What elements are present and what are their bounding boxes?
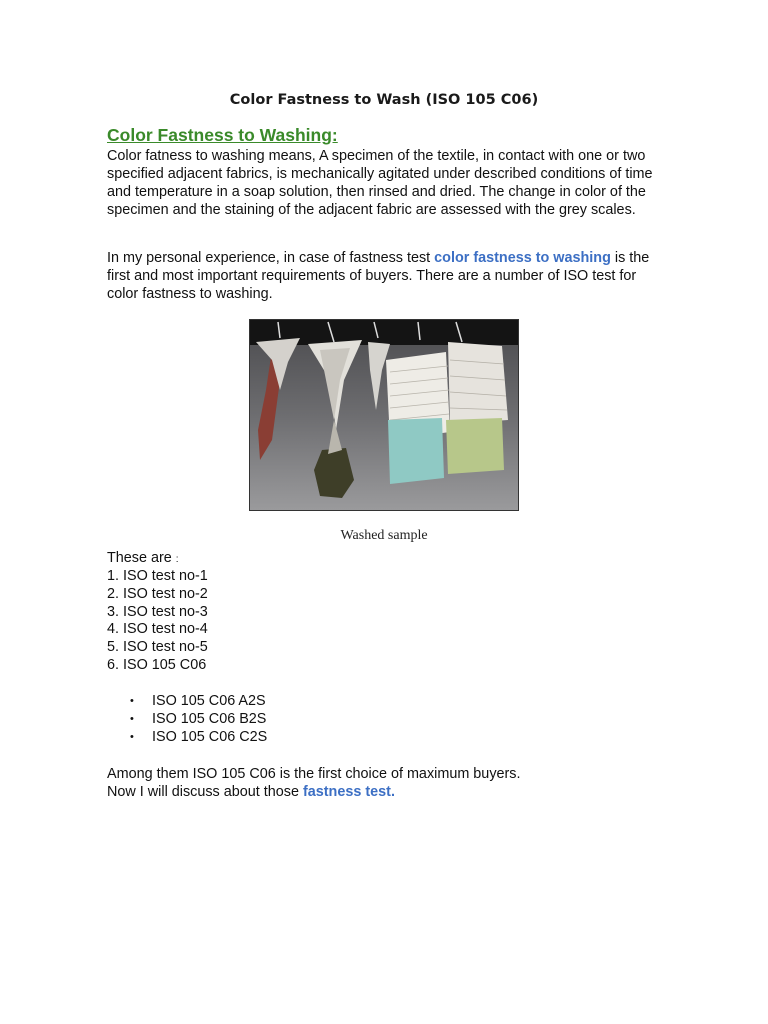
experience-text-start: In my personal experience, in case of fastness test — [107, 250, 435, 266]
bullet-icon: • — [130, 695, 134, 707]
fastness-test-link[interactable]: fastness test — [302, 784, 391, 800]
list-item: 5. ISO test no-5 — [107, 639, 208, 656]
washed-sample-photo — [249, 319, 519, 511]
list-item: 1. ISO test no-1 — [107, 568, 208, 584]
bullet-item — [130, 710, 267, 728]
bullet-item — [130, 692, 267, 710]
list-item: 3. ISO test no-3 — [107, 603, 208, 620]
list-intro-text: These are — [107, 550, 172, 566]
document-title: Color Fastness to Wash (ISO 105 C06) — [229, 92, 539, 108]
color-fastness-link[interactable]: color fastness to washing — [434, 250, 611, 266]
experience-paragraph — [107, 249, 667, 303]
image-caption: Washed sample — [340, 528, 428, 543]
list-item: 2. ISO test no-2 — [107, 585, 208, 602]
bullet-text: ISO 105 C06 A2S — [152, 693, 266, 709]
list-item: 6. ISO 105 C06 — [107, 656, 207, 673]
closing-text: Now I will discuss about those — [107, 784, 303, 800]
closing-period: . — [390, 784, 395, 800]
experience-text-end: is the first and most important requirements of buyers. There are a number of ISO test for color fastness to washing. — [107, 250, 650, 302]
closing-line-2 — [107, 783, 521, 801]
bullet-icon: • — [130, 713, 134, 725]
definition-paragraph: Color fatness to washing means, A specimen of the textile, in contact with one or two specified adjacent fabrics, is mechanically agitated under described conditions of time and temperature in a soap solution, then rinsed and dried. The change in color of the specimen and the staining of the adjacent fabric are assessed with the grey scales. — [107, 148, 653, 218]
closing-line-1: Among them ISO 105 C06 is the first choice of maximum buyers. — [107, 766, 521, 782]
iso-c06-variant-list — [130, 692, 267, 746]
bullet-text: ISO 105 C06 C2S — [152, 729, 268, 745]
bullet-item — [130, 728, 267, 746]
bullet-text: ISO 105 C06 B2S — [152, 711, 267, 727]
list-item: 4. ISO test no-4 — [107, 621, 208, 638]
iso-test-list — [107, 568, 208, 675]
bullet-icon: • — [130, 731, 134, 743]
list-intro-colon: : — [175, 554, 179, 565]
list-intro — [107, 550, 179, 566]
section-heading: Color Fastness to Washing: — [107, 125, 338, 145]
closing-paragraph — [107, 765, 521, 801]
